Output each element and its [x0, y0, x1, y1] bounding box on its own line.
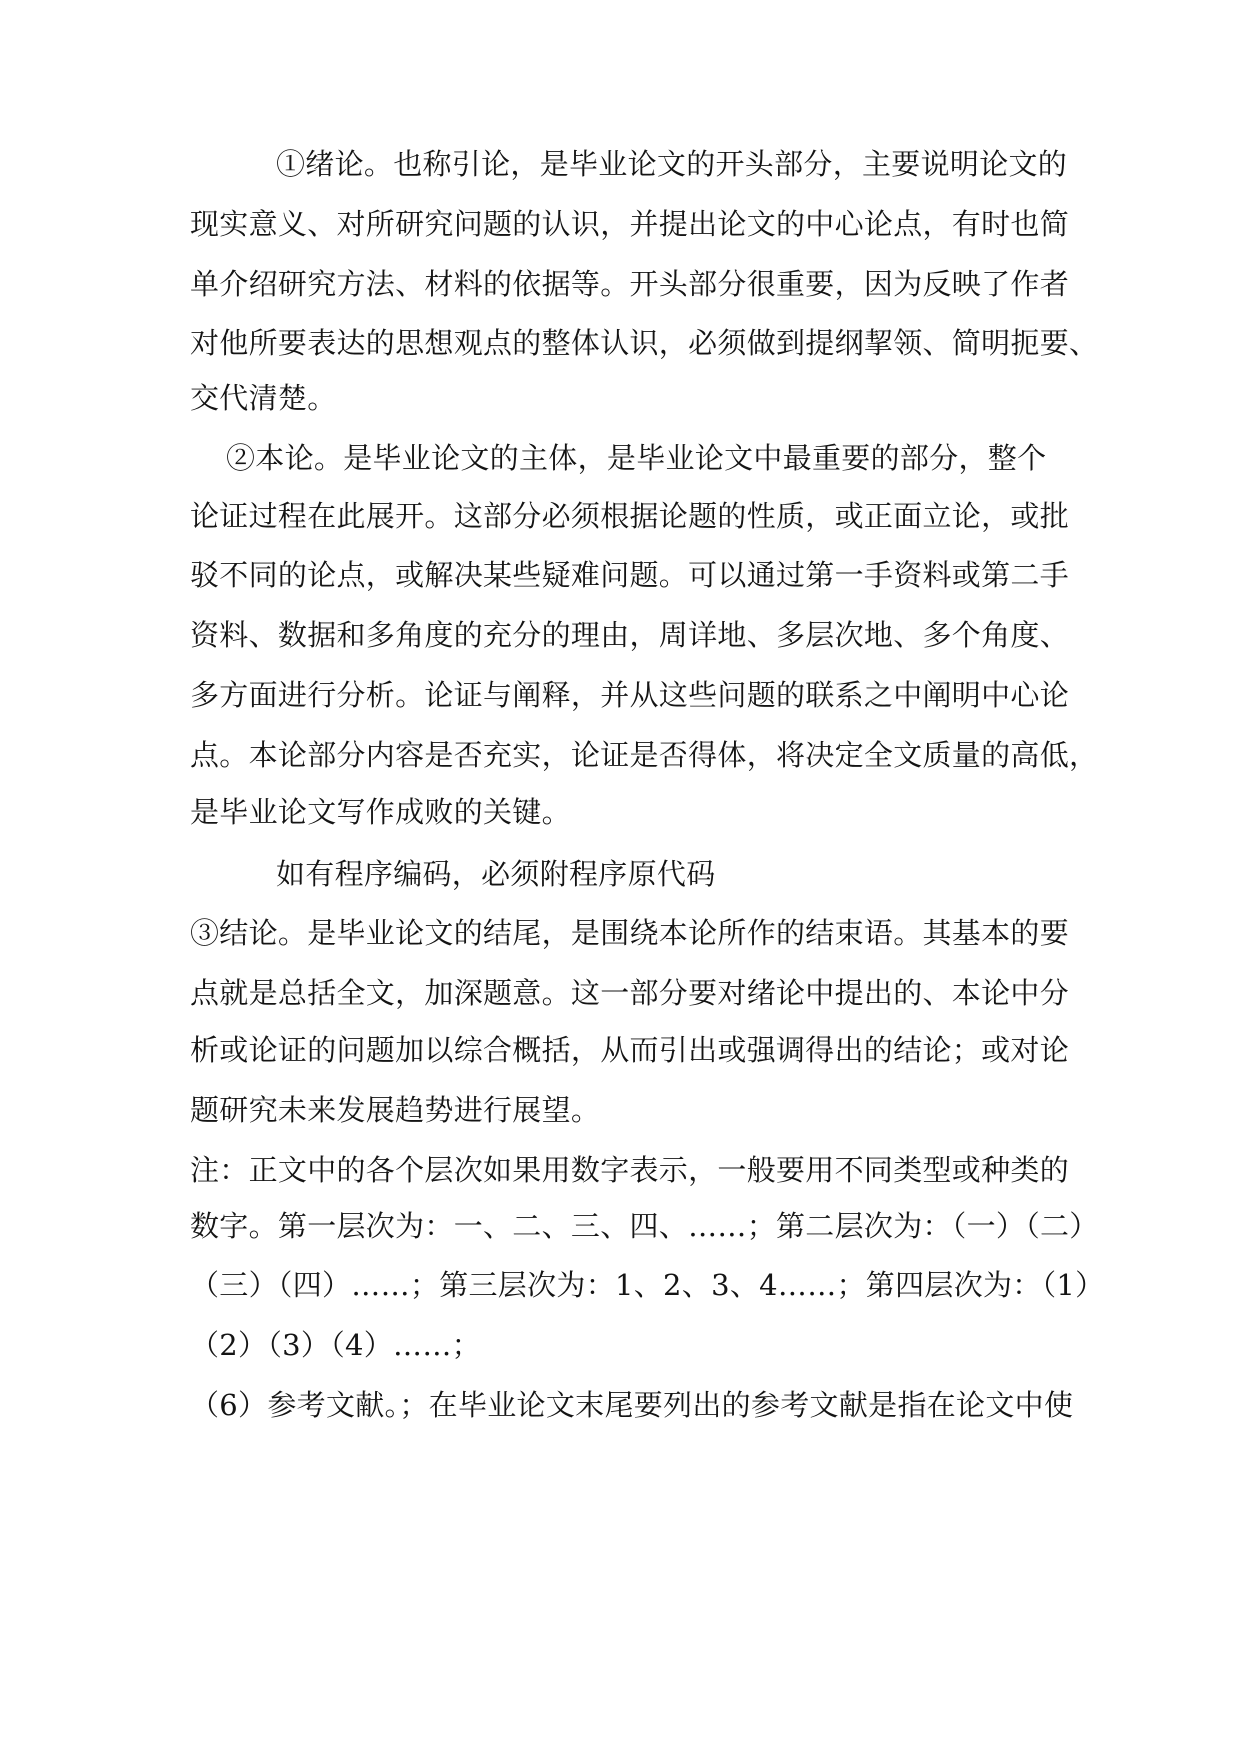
text-line-17: 题研究未来发展趋势进行展望。 — [190, 1093, 601, 1127]
text-line-2: 现实意义、对所研究问题的认识，并提出论文的中心论点，有时也简 — [190, 207, 1070, 241]
text-line-13: 如有程序编码，必须附程序原代码 — [276, 857, 716, 891]
text-line-21: （2）（3）（4）……； — [190, 1328, 481, 1362]
text-line-9: 资料、数据和多角度的充分的理由，周详地、多层次地、多个角度、 — [190, 618, 1070, 652]
text-line-14: ③结论。是毕业论文的结尾，是围绕本论所作的结束语。其基本的要 — [190, 916, 1070, 950]
text-line-12: 是毕业论文写作成败的关键。 — [190, 795, 571, 829]
text-line-4: 对他所要表达的思想观点的整体认识，必须做到提纲挈领、简明扼要、 — [190, 326, 1099, 360]
text-line-18: 注：正文中的各个层次如果用数字表示，一般要用不同类型或种类的 — [190, 1153, 1070, 1187]
text-line-7: 论证过程在此展开。这部分必须根据论题的性质，或正面立论，或批 — [190, 499, 1070, 533]
text-line-1: ①绪论。也称引论，是毕业论文的开头部分，主要说明论文的 — [276, 147, 1068, 181]
text-line-6: ②本论。是毕业论文的主体，是毕业论文中最重要的部分，整个 — [226, 441, 1047, 475]
text-line-8: 驳不同的论点，或解决某些疑难问题。可以通过第一手资料或第二手 — [190, 558, 1070, 592]
text-line-20: （三）（四）……；第三层次为：1、2、3、4……；第四层次为：（1） — [190, 1268, 1105, 1302]
text-line-15: 点就是总括全文，加深题意。这一部分要对绪论中提出的、本论中分 — [190, 976, 1070, 1010]
text-line-5: 交代清楚。 — [190, 381, 337, 415]
text-line-10: 多方面进行分析。论证与阐释，并从这些问题的联系之中阐明中心论 — [190, 678, 1070, 712]
text-line-19: 数字。第一层次为：一、二、三、四、……；第二层次为：（一）（二） — [190, 1209, 1099, 1243]
text-line-3: 单介绍研究方法、材料的依据等。开头部分很重要，因为反映了作者 — [190, 267, 1070, 301]
text-line-16: 析或论证的问题加以综合概括，从而引出或强调得出的结论；或对论 — [190, 1033, 1070, 1067]
text-line-22: （6）参考文献。；在毕业论文末尾要列出的参考文献是指在论文中使 — [190, 1388, 1074, 1422]
text-line-11: 点。本论部分内容是否充实，论证是否得体，将决定全文质量的高低， — [190, 738, 1099, 772]
